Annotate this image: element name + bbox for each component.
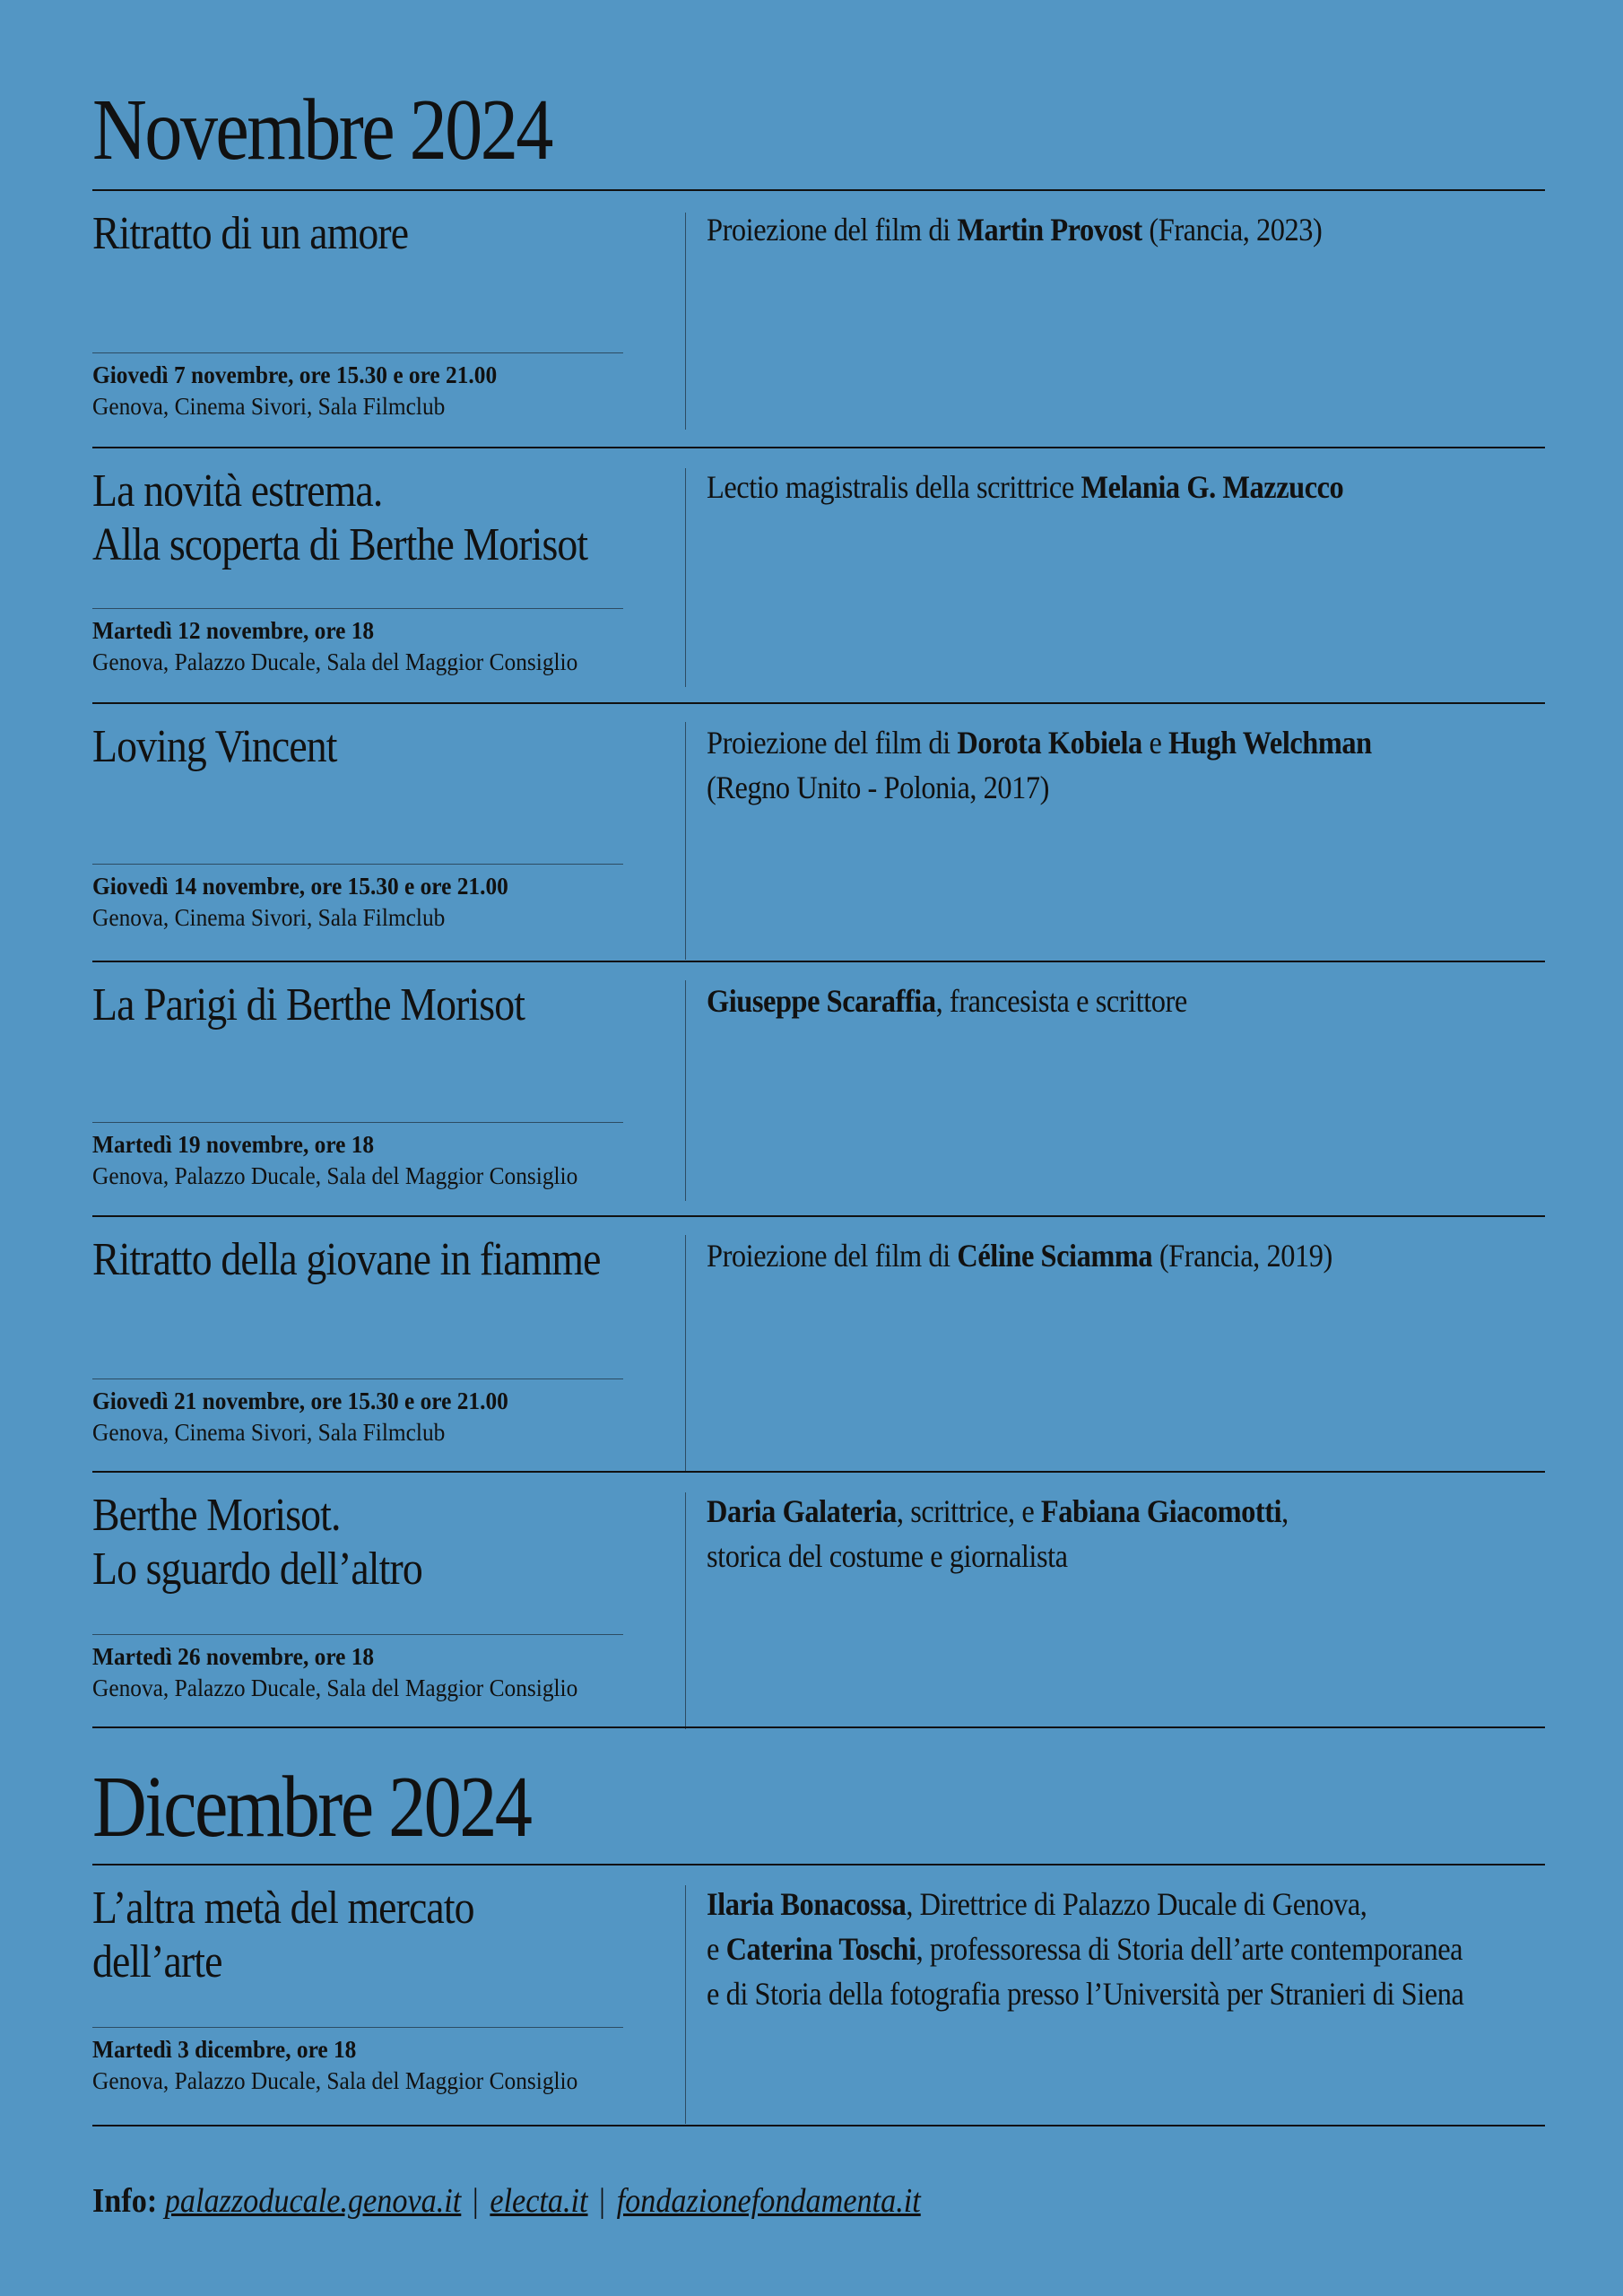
divider xyxy=(92,1726,1545,1728)
column-divider xyxy=(685,213,686,430)
event-date: Martedì 26 novembre, ore 18 xyxy=(92,1643,375,1670)
speaker-name: Ilaria Bonacossa xyxy=(707,1886,907,1922)
event-date: Martedì 3 dicembre, ore 18 xyxy=(92,2036,357,2063)
event-separator xyxy=(92,1634,623,1635)
link-palazzoducale[interactable]: palazzoducale.genova.it xyxy=(164,2182,462,2220)
description-text: e di Storia della fotografia presso l’Università per Stranieri di Siena xyxy=(707,1976,1464,2012)
description-text: (Francia, 2019) xyxy=(1152,1238,1332,1274)
event-place: Genova, Palazzo Ducale, Sala del Maggior Consiglio xyxy=(92,1162,578,1189)
event-title: Loving Vincent xyxy=(92,721,337,772)
description-text: (Regno Unito - Polonia, 2017) xyxy=(707,770,1050,805)
month-title-november: Novembre 2024 xyxy=(92,82,551,178)
month-title-december: Dicembre 2024 xyxy=(92,1759,531,1856)
info-line xyxy=(92,2181,921,2221)
event-separator xyxy=(92,608,623,609)
column-divider xyxy=(685,468,686,687)
event-row xyxy=(92,1473,1545,1727)
link-fondazionefondamenta[interactable]: fondazionefondamenta.it xyxy=(616,2182,921,2220)
column-divider xyxy=(685,722,686,960)
event-place: Genova, Palazzo Ducale, Sala del Maggior Consiglio xyxy=(92,648,578,675)
description-text: , scrittrice, e xyxy=(896,1493,1041,1529)
description-text: (Francia, 2023) xyxy=(1141,212,1323,248)
event-description xyxy=(707,465,1465,509)
event-description xyxy=(707,1489,1465,1578)
event-title: Berthe Morisot. Lo sguardo dell’altro xyxy=(92,1490,422,1595)
column-divider xyxy=(685,1492,686,1729)
description-text: Lectio magistralis della scrittrice xyxy=(707,469,1081,505)
event-row xyxy=(92,1217,1545,1472)
description-text: e xyxy=(1141,725,1169,761)
event-row xyxy=(92,962,1545,1215)
event-title: La Parigi di Berthe Morisot xyxy=(92,979,525,1031)
speaker-name: Martin Provost xyxy=(957,212,1142,248)
event-title: Ritratto della giovane in fiamme xyxy=(92,1234,601,1285)
column-divider xyxy=(685,980,686,1201)
event-separator xyxy=(92,864,623,865)
event-place: Genova, Cinema Sivori, Sala Filmclub xyxy=(92,904,446,931)
description-text: , Direttrice di Palazzo Ducale di Genova, xyxy=(906,1886,1367,1922)
event-place: Genova, Palazzo Ducale, Sala del Maggior Consiglio xyxy=(92,2067,578,2094)
column-divider xyxy=(685,1885,686,2124)
description-text: , francesista e scrittore xyxy=(935,983,1187,1019)
event-separator xyxy=(92,1378,623,1379)
link-electa[interactable]: electa.it xyxy=(490,2182,588,2220)
speaker-name: Dorota Kobiela xyxy=(957,725,1142,761)
event-date: Giovedì 14 novembre, ore 15.30 e ore 21.00 xyxy=(92,873,508,900)
event-date: Martedì 19 novembre, ore 18 xyxy=(92,1131,375,1158)
column-divider xyxy=(685,1235,686,1471)
event-row xyxy=(92,704,1545,961)
description-text: Proiezione del film di xyxy=(707,212,958,248)
event-separator xyxy=(92,2027,623,2028)
event-date: Giovedì 21 novembre, ore 15.30 e ore 21.00 xyxy=(92,1387,508,1414)
divider xyxy=(92,2125,1545,2126)
link-separator: | xyxy=(599,2182,606,2220)
event-title: La novità estrema. Alla scoperta di Berthe Morisot xyxy=(92,465,588,570)
event-place: Genova, Palazzo Ducale, Sala del Maggior Consiglio xyxy=(92,1674,578,1701)
description-text: , xyxy=(1281,1493,1289,1529)
event-date: Martedì 12 novembre, ore 18 xyxy=(92,617,375,644)
description-text: , professoressa di Storia dell’arte contemporanea xyxy=(916,1931,1463,1967)
event-description xyxy=(707,1882,1465,2016)
event-place: Genova, Cinema Sivori, Sala Filmclub xyxy=(92,1419,446,1446)
speaker-name: Céline Sciamma xyxy=(957,1238,1153,1274)
description-text: Proiezione del film di xyxy=(707,725,958,761)
speaker-name: Caterina Toschi xyxy=(725,1931,916,1967)
speaker-name: Melania G. Mazzucco xyxy=(1081,469,1344,505)
event-description xyxy=(707,207,1465,252)
event-title: Ritratto di un amore xyxy=(92,208,409,259)
event-row xyxy=(92,191,1545,447)
event-separator xyxy=(92,352,623,353)
event-row xyxy=(92,448,1545,703)
event-row xyxy=(92,1866,1545,2126)
event-description xyxy=(707,720,1465,810)
speaker-name: Fabiana Giacomotti xyxy=(1040,1493,1282,1529)
event-separator xyxy=(92,1122,623,1123)
speaker-name: Hugh Welchman xyxy=(1168,725,1372,761)
description-text: e xyxy=(707,1931,726,1967)
event-title: L’altra metà del mercato dell’arte xyxy=(92,1883,474,1987)
event-description xyxy=(707,1233,1465,1278)
description-text: Proiezione del film di xyxy=(707,1238,958,1274)
event-place: Genova, Cinema Sivori, Sala Filmclub xyxy=(92,393,446,420)
link-separator: | xyxy=(472,2182,479,2220)
speaker-name: Daria Galateria xyxy=(707,1493,897,1529)
event-description xyxy=(707,978,1465,1023)
info-label: Info: xyxy=(92,2182,158,2220)
event-date: Giovedì 7 novembre, ore 15.30 e ore 21.00 xyxy=(92,361,498,388)
description-text: storica del costume e giornalista xyxy=(707,1538,1068,1574)
speaker-name: Giuseppe Scaraffia xyxy=(707,983,936,1019)
